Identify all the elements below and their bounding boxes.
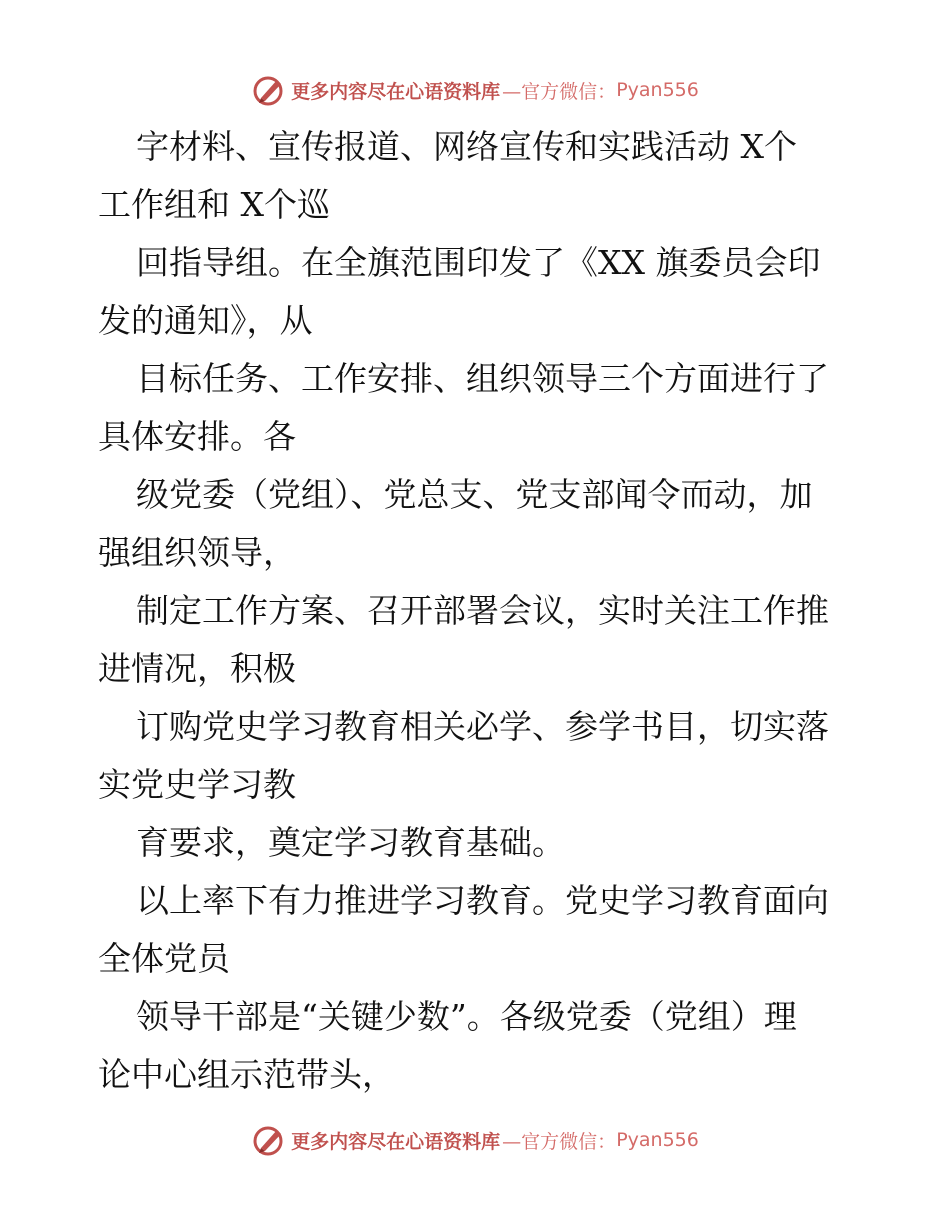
text-line: 强组织领导， xyxy=(98,533,296,572)
watermark-wechat-id: Pyan556 xyxy=(616,79,699,101)
watermark-subtitle: —官方微信： xyxy=(502,1130,617,1153)
text-line: 订购党史学习教育相关必学、参学书目，切实落 xyxy=(136,707,829,746)
pen-logo-icon xyxy=(251,1122,287,1158)
text-line: 回指导组。在全旗范围印发了《XX 旗委员会印 xyxy=(136,243,821,282)
text-line: 论中心组示范带头， xyxy=(98,1055,395,1094)
text-line: 字材料、宣传报道、网络宣传和实践活动 X个 xyxy=(136,127,797,166)
text-line: 实党史学习教 xyxy=(98,765,296,804)
document-body xyxy=(98,118,868,1104)
text-line: 级党委（党组）、党总支、党支部闻令而动，加 xyxy=(136,475,813,514)
text-line: 领导干部是“关键少数”。各级党委（党组）理 xyxy=(136,997,797,1036)
text-line: 进情况，积极 xyxy=(98,649,296,688)
header-watermark xyxy=(0,70,950,110)
text-line: 制定工作方案、召开部署会议，实时关注工作推 xyxy=(136,591,829,630)
text-line: 发的通知》，从 xyxy=(98,301,313,340)
watermark-group xyxy=(251,1122,699,1158)
footer-watermark xyxy=(0,1120,950,1160)
text-line: 具体安排。各 xyxy=(98,417,296,456)
text-line: 全体党员 xyxy=(98,939,230,978)
text-line: 工作组和 X个巡 xyxy=(98,185,330,224)
watermark-title: 更多内容尽在心语资料库 xyxy=(291,1130,501,1153)
text-line: 目标任务、工作安排、组织领导三个方面进行了 xyxy=(136,359,829,398)
text-line: 以上率下有力推进学习教育。党史学习教育面向 xyxy=(136,881,829,920)
text-line: 育要求，奠定学习教育基础。 xyxy=(136,823,565,862)
watermark-title: 更多内容尽在心语资料库 xyxy=(291,80,501,103)
watermark-group xyxy=(251,72,699,108)
pen-logo-icon xyxy=(251,72,287,108)
watermark-subtitle: —官方微信： xyxy=(502,80,617,103)
watermark-wechat-id: Pyan556 xyxy=(616,1129,699,1151)
